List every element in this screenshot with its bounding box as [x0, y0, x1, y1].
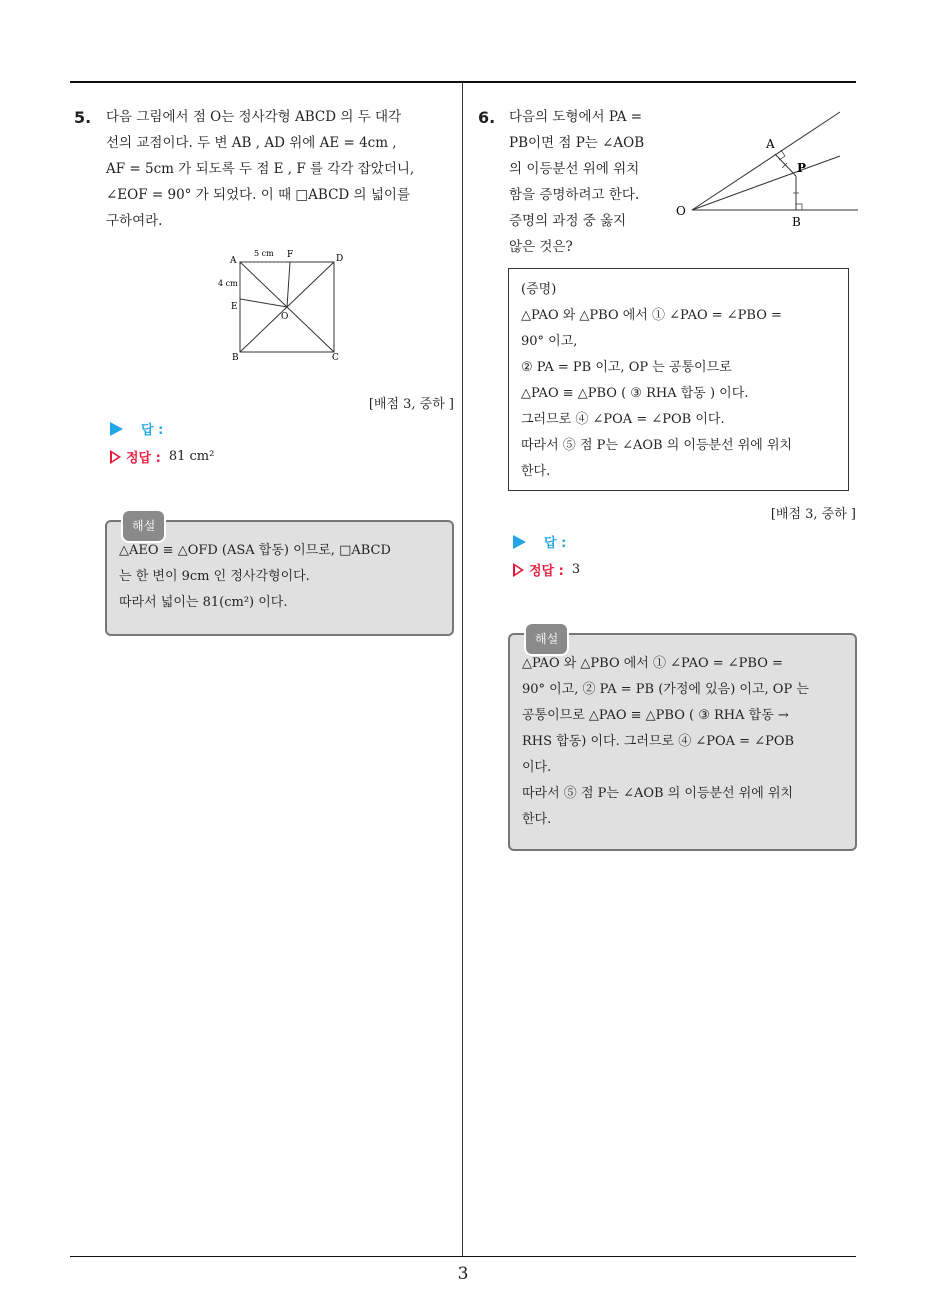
key-value: 3 [571, 562, 581, 577]
label-b: B [792, 215, 801, 229]
column-divider [462, 83, 463, 1256]
question-6-explanation-box [508, 633, 857, 851]
ray-op [692, 156, 840, 210]
question-5-line-2: 선의 교점이다. 두 변 AB , AD 위에 AE = 4cm , [106, 135, 397, 151]
explanation-line-2: 는 한 변이 9cm 인 정사각형이다. [119, 569, 310, 584]
question-5-explanation-box [105, 520, 454, 636]
question-5-answer-row [110, 419, 163, 438]
proof-line-5: △PAO ≡ △PBO ( ③ RHA 합동 ) 이다. [521, 386, 749, 401]
explanation-line-3: 공통이므로 △PAO ≡ △PBO ( ③ RHA 합동 → [522, 708, 789, 723]
explanation-line-4: RHS 합동) 이다. 그러므로 ④ ∠POA = ∠POB [522, 734, 795, 749]
explanation-line-3: 따라서 넓이는 81(cm²) 이다. [119, 595, 288, 610]
proof-line-2: △PAO 와 △PBO 에서 ① ∠PAO = ∠PBO = [521, 308, 782, 323]
label-a: A [766, 137, 775, 151]
explanation-tag: 해설 [524, 622, 569, 656]
answer-label: 답 : [141, 423, 164, 438]
explanation-tag: 해설 [121, 509, 166, 543]
bottom-rule [70, 1256, 856, 1257]
question-6-line-5: 증명의 과정 중 옳지 [509, 213, 627, 229]
segment-pa [775, 154, 796, 176]
label-b: B [232, 353, 239, 363]
label-o: O [676, 204, 686, 218]
ray-oa [692, 112, 840, 210]
key-arrow-icon [513, 563, 524, 577]
explanation-line-6: 따라서 ⑤ 점 P는 ∠AOB 의 이등분선 위에 위치 [522, 786, 794, 801]
proof-line-8: 한다. [521, 464, 551, 479]
page-number: 3 [457, 1264, 469, 1284]
proof-line-3: 90° 이고, [521, 334, 578, 349]
label-a: A [230, 256, 237, 266]
question-6-difficulty: [배점 3, 중하 ] [770, 507, 856, 522]
proof-line-6: 그러므로 ④ ∠POA = ∠POB 이다. [521, 412, 725, 427]
label-d: D [336, 254, 344, 264]
question-6-answer-row [513, 532, 566, 551]
answer-label: 답 : [544, 536, 567, 551]
square-figure [212, 244, 352, 364]
label-5cm: 5 cm [254, 249, 274, 258]
question-6-line-6: 않은 것은? [509, 239, 573, 255]
explanation-line-1: △AEO ≡ △OFD (ASA 합동) 이므로, □ABCD [119, 543, 391, 558]
question-5-difficulty: [배점 3, 중하 ] [368, 397, 454, 412]
segment-of [287, 262, 290, 307]
explanation-line-1: △PAO 와 △PBO 에서 ① ∠PAO = ∠PBO = [522, 656, 783, 671]
explanation-line-5: 이다. [522, 760, 552, 775]
top-rule [70, 81, 856, 83]
answer-arrow-icon [110, 422, 123, 436]
question-5-line-3: AF = 5cm 가 되도록 두 점 E , F 를 각각 잡았더니, [106, 161, 415, 177]
label-o: O [281, 312, 289, 322]
right-angle-mark-b [796, 204, 802, 210]
question-5-key-row [110, 447, 214, 466]
question-6-number: 6. [478, 108, 496, 127]
question-5-line-5: 구하여라. [106, 213, 163, 229]
proof-line-4: ② PA = PB 이고, OP 는 공통이므로 [521, 360, 732, 375]
label-p: P [797, 161, 807, 175]
question-5-line-1: 다음 그림에서 점 O는 정사각형 ABCD 의 두 대각 [106, 109, 402, 125]
question-6-line-1: 다음의 도형에서 PA = [509, 109, 643, 125]
label-c: C [332, 353, 339, 363]
question-6-text [509, 104, 665, 260]
question-5-line-4: ∠EOF = 90° 가 되었다. 이 때 □ABCD 의 넓이를 [106, 187, 410, 203]
label-f: F [287, 250, 294, 260]
explanation-line-7: 한다. [522, 812, 552, 827]
question-5-text [106, 104, 454, 234]
answer-arrow-icon [513, 535, 526, 549]
label-4cm: 4 cm [218, 279, 238, 288]
question-6-proof-box [508, 268, 849, 491]
explanation-line-2: 90° 이고, ② PA = PB (가정에 있음) 이고, OP 는 [522, 682, 809, 697]
question-6-line-4: 함을 증명하려고 한다. [509, 187, 640, 203]
question-6-key-row [513, 560, 580, 579]
proof-line-1: (증명) [521, 282, 557, 297]
label-e: E [231, 302, 238, 312]
key-label: 정답 : [529, 564, 564, 579]
question-6-line-2: PB이면 점 P는 ∠AOB [509, 135, 645, 151]
question-6-line-3: 의 이등분선 위에 위치 [509, 161, 640, 177]
key-label: 정답 : [126, 451, 161, 466]
key-arrow-icon [110, 450, 121, 464]
question-5-number: 5. [74, 108, 92, 127]
angle-bisector-figure [672, 108, 862, 233]
key-value: 81 cm² [168, 449, 215, 464]
proof-line-7: 따라서 ⑤ 점 P는 ∠AOB 의 이등분선 위에 위치 [521, 438, 793, 453]
